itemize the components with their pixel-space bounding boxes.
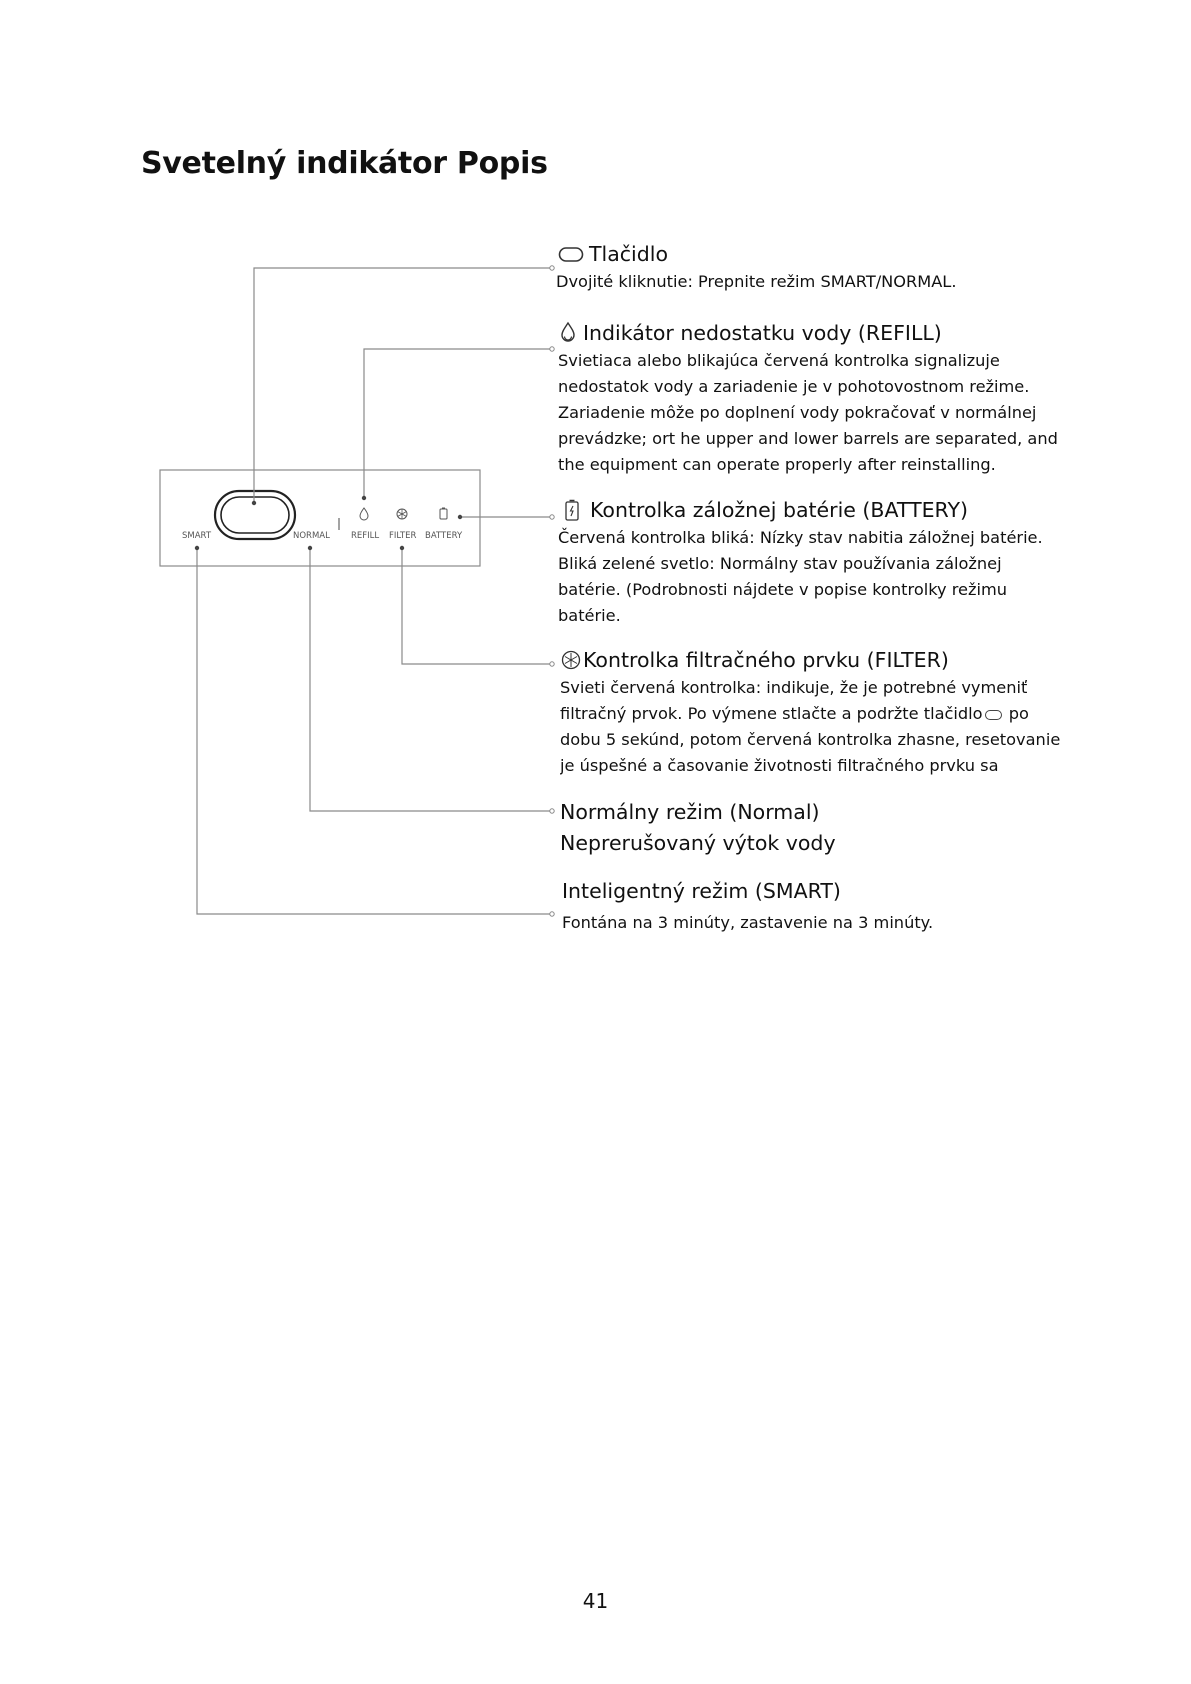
item-refill-heading bbox=[558, 318, 1058, 348]
leader-button bbox=[254, 268, 552, 503]
item-button-desc: Dvojité kliknutie: Prepnite režim SMART/NORMAL. bbox=[556, 272, 957, 291]
item-refill-line-3: Zariadenie môže po doplnení vody pokračovať v normálnej bbox=[558, 403, 1037, 422]
item-filter-line-2: filtračný prvok. Po výmene stlačte a podržte tlačidlo po bbox=[560, 704, 1029, 723]
refill-panel-icon bbox=[360, 508, 368, 520]
filter-icon bbox=[560, 649, 582, 671]
battery-icon bbox=[563, 498, 581, 522]
item-refill-line-5: the equipment can operate properly after reinstalling. bbox=[558, 455, 996, 474]
item-battery-line-1: Červená kontrolka bliká: Nízky stav nabitia záložnej batérie. bbox=[558, 528, 1043, 547]
panel-label-refill: REFILL bbox=[351, 531, 380, 541]
control-panel bbox=[160, 470, 480, 566]
page-title: Svetelný indikátor Popis bbox=[141, 146, 548, 181]
button-icon bbox=[558, 245, 584, 263]
item-battery-title: Kontrolka záložnej batérie (BATTERY) bbox=[590, 498, 968, 522]
item-battery-heading bbox=[563, 495, 1043, 525]
item-refill-line-4: prevádzke; ort he upper and lower barrels are separated, and bbox=[558, 429, 1058, 448]
water-drop-icon bbox=[558, 321, 578, 345]
item-button bbox=[558, 239, 956, 295]
panel-label-normal: NORMAL bbox=[293, 531, 330, 541]
item-filter-line-1: Svieti červená kontrolka: indikuje, že je potrebné vymeniť bbox=[560, 678, 1028, 697]
item-refill-line-1: Svietiaca alebo blikajúca červená kontrolka signalizuje bbox=[558, 351, 1000, 370]
item-smart-desc: Fontána na 3 minúty, zastavenie na 3 minúty. bbox=[562, 913, 934, 932]
item-refill bbox=[558, 318, 1058, 478]
page-number: 41 bbox=[582, 1589, 609, 1613]
item-button-heading bbox=[558, 239, 956, 269]
leader-refill bbox=[364, 349, 552, 498]
item-battery-line-2: Bliká zelené svetlo: Normálny stav používania záložnej bbox=[558, 554, 1002, 573]
item-smart bbox=[562, 876, 933, 936]
inline-button-icon bbox=[985, 710, 1002, 720]
panel-label-smart: SMART bbox=[182, 531, 212, 541]
panel-label-battery: BATTERY bbox=[425, 531, 463, 541]
item-filter bbox=[560, 645, 1060, 777]
leader-normal bbox=[310, 548, 552, 811]
item-normal-title: Normálny režim (Normal) bbox=[560, 800, 820, 824]
item-button-title: Tlačidlo bbox=[589, 242, 668, 266]
leader-smart bbox=[197, 548, 552, 914]
item-battery bbox=[558, 495, 1043, 629]
item-filter-heading bbox=[560, 645, 1060, 675]
item-filter-title: Kontrolka filtračného prvku (FILTER) bbox=[583, 648, 949, 672]
item-normal bbox=[560, 797, 836, 858]
item-refill-line-2: nedostatok vody a zariadenie je v pohotovostnom režime. bbox=[558, 377, 1030, 396]
panel-button bbox=[215, 491, 295, 539]
item-smart-title: Inteligentný režim (SMART) bbox=[562, 879, 841, 903]
panel-label-filter: FILTER bbox=[389, 531, 417, 541]
item-normal-subtitle: Neprerušovaný výtok vody bbox=[560, 831, 836, 855]
item-battery-line-4: batérie. bbox=[558, 606, 621, 625]
item-filter-line-4: je úspešné a časovanie životnosti filtračného prvku sa bbox=[560, 756, 999, 775]
item-filter-line-3: dobu 5 sekúnd, potom červená kontrolka zhasne, resetovanie bbox=[560, 730, 1061, 749]
item-battery-line-3: batérie. (Podrobnosti nájdete v popise kontrolky režimu bbox=[558, 580, 1008, 599]
item-refill-title: Indikátor nedostatku vody (REFILL) bbox=[583, 321, 942, 345]
battery-panel-icon bbox=[440, 509, 447, 519]
